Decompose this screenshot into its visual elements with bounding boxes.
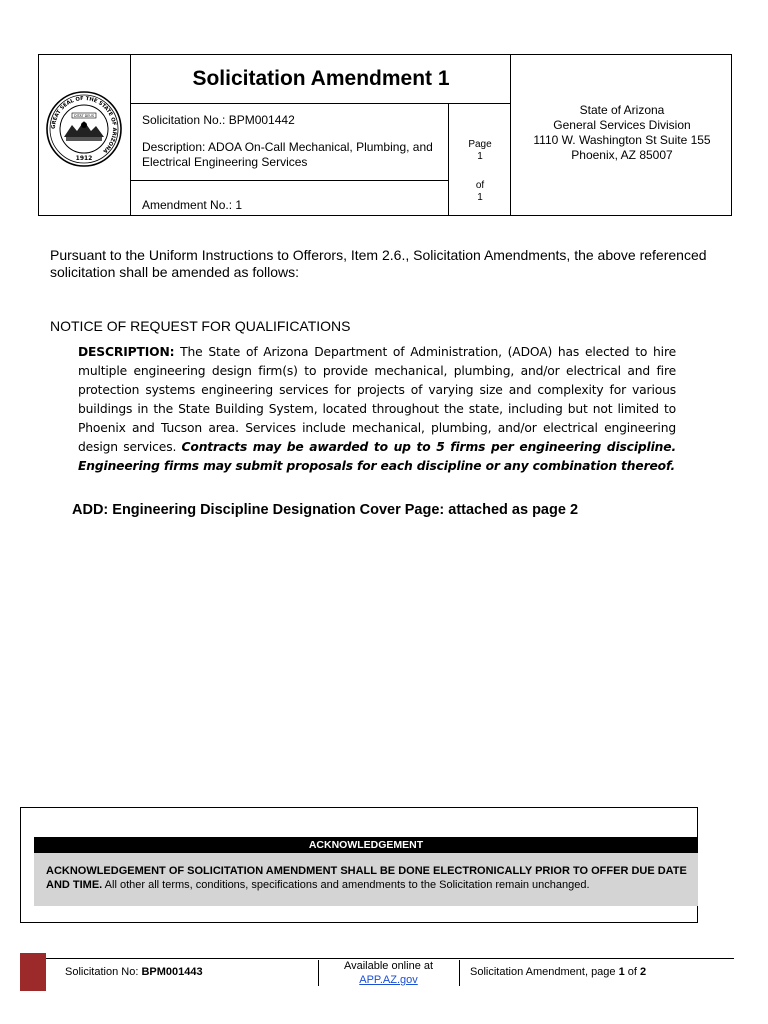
- footer-sol-value: BPM001443: [141, 966, 203, 978]
- seal-motto: DITAT DEUS: [73, 114, 95, 118]
- solicitation-description: Description: ADOA On-Call Mechanical, Plumbing, and Electrical Engineering Services: [142, 140, 433, 169]
- footer-accent-block: [20, 953, 46, 991]
- of-label: of: [475, 180, 485, 191]
- footer-app-link[interactable]: APP.AZ.gov: [359, 974, 418, 986]
- description-text: The State of Arizona Department of Administration, (ADOA) has elected to hire multiple engineering design firm(s) to provide mechanical, plumbing, and/or electrical and fire protection systems engineering services for projects of varying size and complexity for various buildings in the State Building System, located throughout the state, including but not limited to Phoenix and Tucson area. Services include mechanical, plumbing, and/or electrical engineering design services.: [78, 345, 676, 454]
- acknowledgement-body: [34, 853, 698, 906]
- page-label: Page: [468, 139, 492, 150]
- agency-line: 1110 W. Washington St Suite 155: [533, 133, 711, 147]
- agency-line: Phoenix, AZ 85007: [571, 148, 673, 162]
- page-number: 1: [477, 151, 483, 162]
- acknowledgement-heading: ACKNOWLEDGEMENT: [34, 837, 698, 853]
- page-total: 1: [477, 192, 483, 203]
- page-total-indicator: [449, 180, 511, 204]
- seal-text: GREAT SEAL OF THE STATE OF ARIZONA: [50, 95, 118, 154]
- acknowledgement-bold-text: ACKNOWLEDGEMENT OF SOLICITATION AMENDMENT SHALL BE DONE ELECTRONICALLY PRIOR TO OFFER DUE DATE AND TIME.: [46, 865, 687, 891]
- footer-availability: [318, 959, 459, 987]
- agency-address: [511, 103, 733, 163]
- footer-page-current: 1: [618, 966, 625, 978]
- description-label: DESCRIPTION:: [78, 345, 175, 359]
- page-indicator: [449, 139, 511, 163]
- footer-page-prefix: Solicitation Amendment, page: [470, 966, 619, 978]
- description-paragraph: [78, 343, 676, 476]
- arizona-seal-icon: [46, 91, 122, 167]
- footer-sol-label: Solicitation No:: [65, 966, 142, 978]
- description-emphasis: Contracts may be awarded to up to 5 firms per engineering discipline. Engineering firms may submit proposals for each discipline or any combination thereof.: [78, 440, 676, 473]
- footer-solicitation: [65, 966, 203, 978]
- header-table: [38, 54, 732, 216]
- footer-divider: [459, 960, 460, 986]
- acknowledgement-text: All other all terms, conditions, specifications and amendments to the Solicitation remain unchanged.: [102, 879, 590, 891]
- footer-page-of: of: [624, 966, 641, 978]
- agency-line: General Services Division: [553, 118, 691, 132]
- header-divider: [130, 103, 510, 104]
- acknowledgement-box: [20, 807, 698, 923]
- footer-available-label: Available online at: [343, 960, 434, 972]
- page-title: Solicitation Amendment 1: [192, 67, 450, 90]
- notice-heading: NOTICE OF REQUEST FOR QUALIFICATIONS: [50, 318, 351, 334]
- agency-line: State of Arizona: [579, 103, 665, 117]
- intro-paragraph: Pursuant to the Uniform Instructions to Offerors, Item 2.6., Solicitation Amendments, the above referenced solicitation shall be amended as follows:: [50, 247, 707, 280]
- solicitation-number: Solicitation No.: BPM001442: [142, 113, 295, 127]
- header-divider: [130, 180, 448, 181]
- footer-page-count: [470, 966, 646, 978]
- amendment-number: Amendment No.: 1: [142, 198, 243, 212]
- add-instruction: ADD: Engineering Discipline Designation Cover Page: attached as page 2: [72, 502, 579, 518]
- footer-page-total: 2: [640, 966, 647, 978]
- seal-year: 1912: [75, 155, 93, 162]
